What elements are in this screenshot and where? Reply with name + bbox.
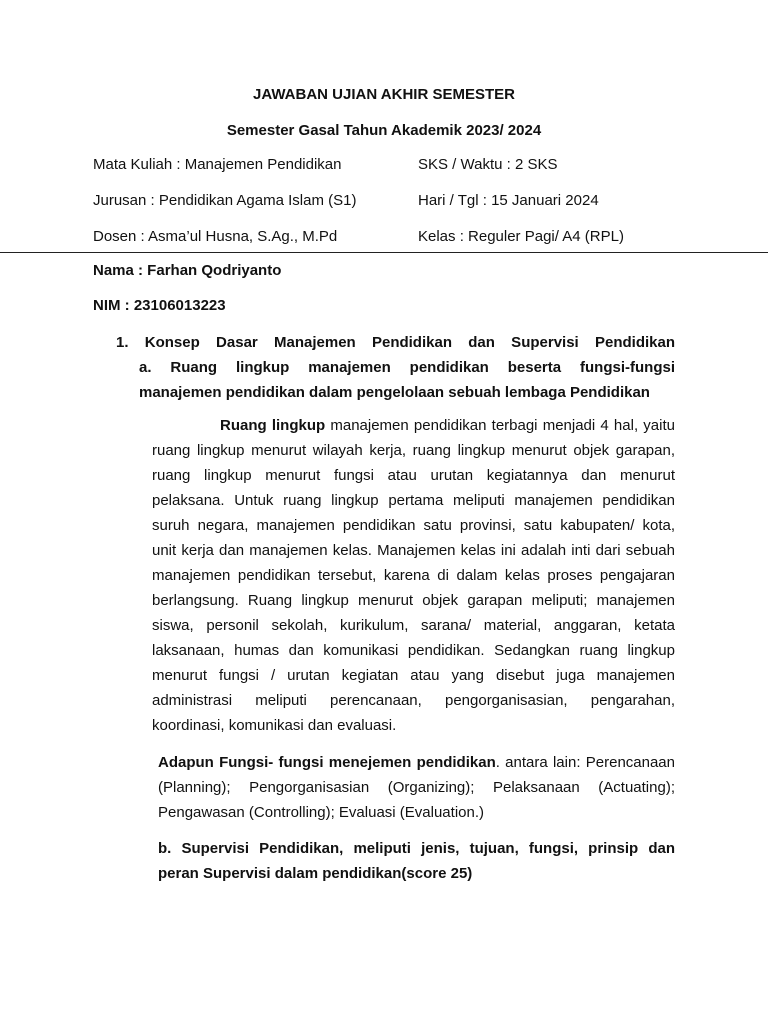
document-title: JAWABAN UJIAN AKHIR SEMESTER <box>253 86 515 103</box>
section-1-heading-text: 1. Konsep Dasar Manajemen Pendidikan dan Supervisi Pendidikan <box>116 334 675 351</box>
scope-first-line-text: manajemen pendidikan terbagi menjadi 4 hal, yaitu <box>325 417 675 434</box>
section-1b-line: b. Supervisi Pendidikan, meliputi jenis, tujuan, fungsi, prinsip dan <box>158 840 675 857</box>
scope-paragraph-line: ruang lingkup menurut wilayah kerja, ruang lingkup menurut objek garapan, <box>152 442 675 459</box>
header-divider <box>0 252 768 253</box>
section-1a-line: a. Ruang lingkup manajemen pendidikan beserta fungsi-fungsi <box>139 359 675 376</box>
course-name: Mata Kuliah : Manajemen Pendidikan <box>93 156 342 173</box>
functions-first-line-text: . antara lain: Perencanaan <box>495 754 675 771</box>
exam-date: Hari / Tgl : 15 Januari 2024 <box>418 192 599 209</box>
functions-paragraph-first-line <box>158 750 675 775</box>
scope-paragraph-first-line <box>152 413 675 438</box>
document-subtitle: Semester Gasal Tahun Akademik 2023/ 2024 <box>226 122 542 139</box>
department: Jurusan : Pendidikan Agama Islam (S1) <box>93 192 357 209</box>
scope-paragraph-line: administrasi meliputi perencanaan, pengorganisasian, pengarahan, <box>152 692 675 709</box>
scope-paragraph-line: suruh negara, manajemen pendidikan satu provinsi, satu kabupaten/ kota, <box>152 517 675 534</box>
scope-bold-term: Ruang lingkup <box>220 417 326 434</box>
scope-paragraph-line: laksanaan, humas dan komunikasi pendidikan. Sedangkan ruang lingkup <box>152 642 675 659</box>
section-1-heading <box>116 330 675 355</box>
section-1a-heading <box>139 355 675 405</box>
functions-paragraph-line: Pengawasan (Controlling); Evaluasi (Evaluation.) <box>158 804 485 821</box>
scope-paragraph-line: menurut fungsi / urutan kegiatan atau yang disebut juga manajemen <box>152 667 675 684</box>
section-1a-line: manajemen pendidikan dalam pengelolaan sebuah lembaga Pendidikan <box>139 384 650 401</box>
functions-paragraph-line: (Planning); Pengorganisasian (Organizing); Pelaksanaan (Actuating); <box>158 779 675 796</box>
student-nim: NIM : 23106013223 <box>93 297 226 314</box>
class-info: Kelas : Reguler Pagi/ A4 (RPL) <box>418 228 624 245</box>
functions-bold-term: Adapun Fungsi- fungsi menejemen pendidikan <box>158 754 496 771</box>
lecturer: Dosen : Asma’ul Husna, S.Ag., M.Pd <box>93 228 338 245</box>
section-1b-heading <box>158 836 675 886</box>
section-1b-line: peran Supervisi dalam pendidikan(score 25) <box>158 865 473 882</box>
scope-paragraph-line: berlangsung. Ruang lingkup menurut objek garapan meliputi; manajemen <box>152 592 675 609</box>
scope-paragraph-line: manajemen pendidikan tersebut, karena di dalam kelas proses pengajaran <box>152 567 675 584</box>
student-name: Nama : Farhan Qodriyanto <box>93 262 282 279</box>
scope-paragraph <box>152 413 675 738</box>
scope-paragraph-line: ruang lingkup menurut fungsi atau urutan kegiatannya dan menurut <box>152 467 675 484</box>
credits: SKS / Waktu : 2 SKS <box>418 156 558 173</box>
scope-paragraph-line: koordinasi, komunikasi dan evaluasi. <box>152 717 397 734</box>
scope-paragraph-line: siswa, personil sekolah, kurikulum, sarana/ material, anggaran, ketata <box>152 617 675 634</box>
scope-paragraph-line: unit kerja dan manajemen kelas. Manajemen kelas ini adalah inti dari sebuah <box>152 542 675 559</box>
scope-paragraph-line: pelaksana. Untuk ruang lingkup pertama meliputi manajemen pendidikan <box>152 492 675 509</box>
functions-paragraph <box>158 750 675 825</box>
